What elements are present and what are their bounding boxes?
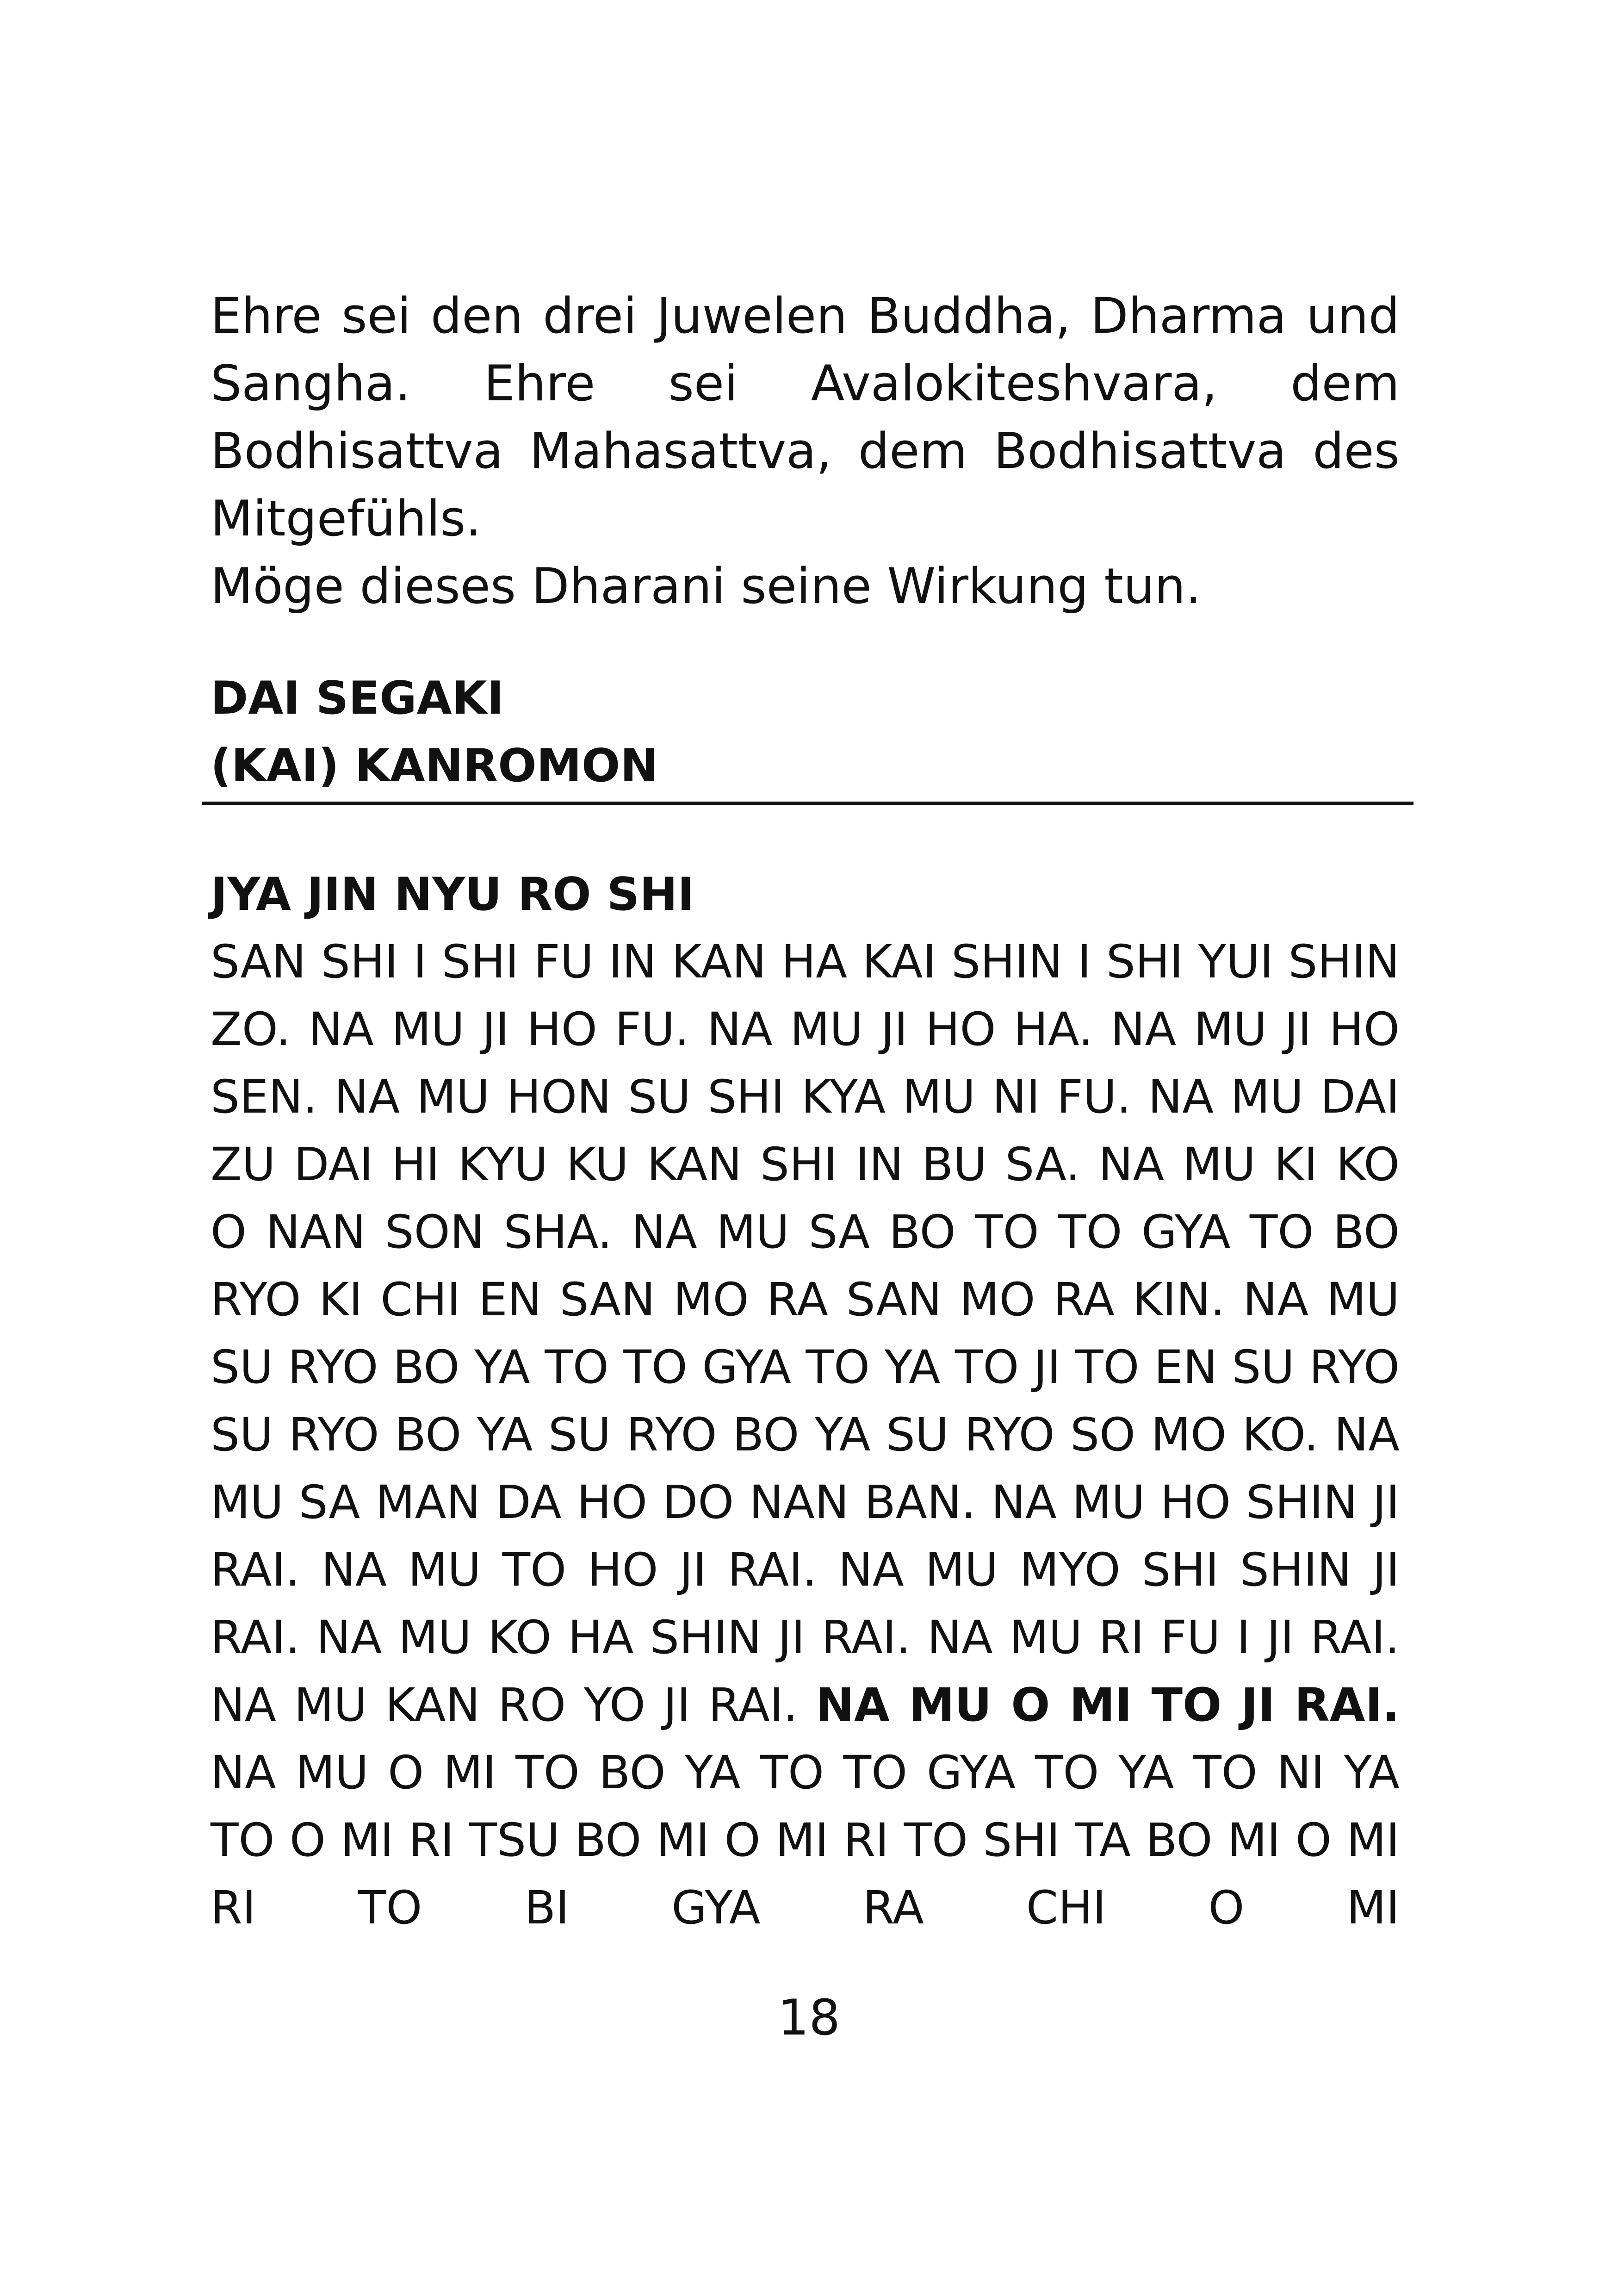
- heading-underline: [202, 802, 1413, 805]
- chant-text-after-bold: NA MU O MI TO BO YA TO TO GYA TO YA TO NI YA TO O MI RI TSU BO MI O MI RI TO SHI TA BO MI O MI RI TO BI GYA RA CHI O MI: [211, 1746, 1400, 1935]
- intro-closing-line: Möge dieses Dharani seine Wirkung tun.: [211, 558, 1202, 615]
- chant-title: JYA JIN NYU RO SHI: [211, 868, 694, 921]
- heading-line-2: (KAI) KANROMON: [211, 740, 658, 792]
- page-number: 18: [778, 1989, 840, 2046]
- page-content: [211, 282, 1400, 1942]
- section-heading: [211, 665, 1400, 800]
- chant-text-before-bold: SAN SHI I SHI FU IN KAN HA KAI SHIN I SHI YUI SHIN ZO. NA MU JI HO FU. NA MU JI HO HA. NA MU JI HO SEN. NA MU HON SU SHI KYA MU NI FU. NA MU DAI ZU DAI HI KYU KU KAN SHI IN BU SA. NA MU KI KO O NAN SON SHA. NA MU SA BO TO TO GYA TO BO RYO KI CHI EN SAN MO RA SAN MO RA KIN. NA MU SU RYO BO YA TO TO GYA TO YA TO JI TO EN SU RYO SU RYO BO YA SU RYO BO YA SU RYO SO MO KO. NA MU SA MAN DA HO DO NAN BAN. NA MU HO SHIN JI RAI. NA MU TO HO JI RAI. NA MU MYO SHI SHIN JI RAI. NA MU KO HA SHIN JI RAI. NA MU RI FU I JI RAI. NA MU KAN RO YO JI RAI.: [211, 935, 1400, 1732]
- intro-paragraph: Ehre sei den drei Juwelen Buddha, Dharma und Sangha. Ehre sei Avalokiteshvara, dem Bodhisattva Mahasattva, dem Bodhisattva des Mitgefühls.: [211, 287, 1400, 547]
- chant-bold-phrase: NA MU O MI TO JI RAI.: [816, 1679, 1400, 1732]
- heading-line-1: DAI SEGAKI: [211, 672, 504, 725]
- chant-text: [211, 928, 1400, 1942]
